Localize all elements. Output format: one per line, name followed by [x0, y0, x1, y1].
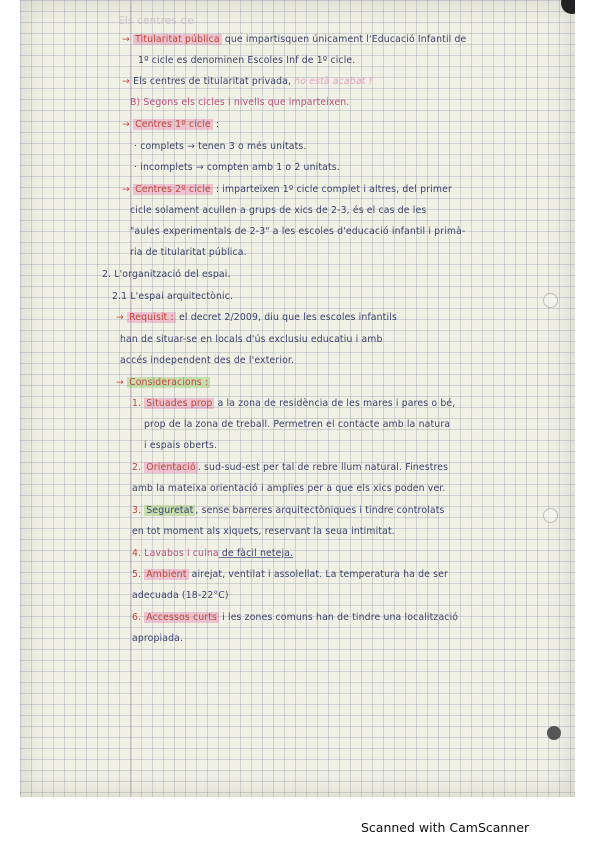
header-title: Els centres de	[118, 15, 194, 27]
notebook-page	[20, 0, 575, 797]
list-item: B) Segons els cicles i nivells que imparteixen.	[130, 97, 350, 108]
consideration-item: adecuada (18-22°C)	[132, 590, 229, 601]
list-item: → Centres 2º cicle : imparteixen 1º cicle complet i altres, del primer	[122, 184, 452, 195]
section-heading: 2. L'organització del espai.	[102, 269, 231, 280]
list-item: · incomplets → compten amb 1 o 2 unitats.	[134, 162, 340, 173]
handwritten-notes	[20, 0, 575, 797]
requisit-line: → Requisit : el decret 2/2009, diu que les escoles infantils	[116, 312, 397, 323]
consideration-item: amb la mateixa orientació i amplies per a que els xics poden ver.	[132, 483, 446, 494]
list-item: ria de titularitat pública.	[130, 247, 247, 258]
requisit-line: han de situar-se en locals d'ús exclusiu educatiu i amb	[120, 334, 383, 345]
considerations-heading: → Consideracions :	[116, 377, 209, 388]
consideration-item: en tot moment als xiquets, reservant la seua intimitat.	[132, 526, 395, 537]
consideration-item: 5. Ambient airejat, ventilat i assolellat. La temperatura ha de ser	[132, 569, 448, 580]
consideration-item: i espais oberts.	[144, 440, 218, 451]
list-item: 1º cicle es denominen Escoles Inf de 1º cicle.	[138, 55, 356, 66]
list-item: → Titularitat pública que impartisquen únicament l'Educació Infantil de	[122, 34, 467, 45]
list-item: → Els centres de titularitat privada, no està acabat !	[122, 76, 373, 87]
requisit-line: accés independent des de l'exterior.	[120, 355, 295, 366]
consideration-item: prop de la zona de treball. Permetren el contacte amb la natura	[144, 419, 451, 430]
list-item: · complets → tenen 3 o més unitats.	[134, 141, 307, 152]
consideration-item: 2. Orientació . sud-sud-est per tal de rebre llum natural. Finestres	[132, 462, 449, 473]
consideration-item: 6. Accessos curts i les zones comuns han de tindre una localització	[132, 612, 459, 623]
consideration-item: 3. Seguretat , sense barreres arquitectòniques i tindre controlats	[132, 505, 445, 516]
list-item: "aules experimentals de 2-3" a les escoles d'educació infantil i primà-	[130, 226, 466, 237]
consideration-item: 4. Lavabos i cuina de fàcil neteja.	[132, 548, 294, 559]
subsection-heading: 2.1 L'espai arquitectònic.	[112, 291, 234, 302]
consideration-item: 1. Situades prop a la zona de residència de les mares i pares o bé,	[132, 398, 456, 409]
list-item: cicle solament acullen a grups de xics de 2-3, és el cas de les	[130, 205, 427, 216]
list-item: → Centres 1º cicle :	[122, 119, 220, 130]
scanner-watermark: Scanned with CamScanner	[361, 820, 530, 835]
consideration-item: apropiada.	[132, 633, 184, 644]
